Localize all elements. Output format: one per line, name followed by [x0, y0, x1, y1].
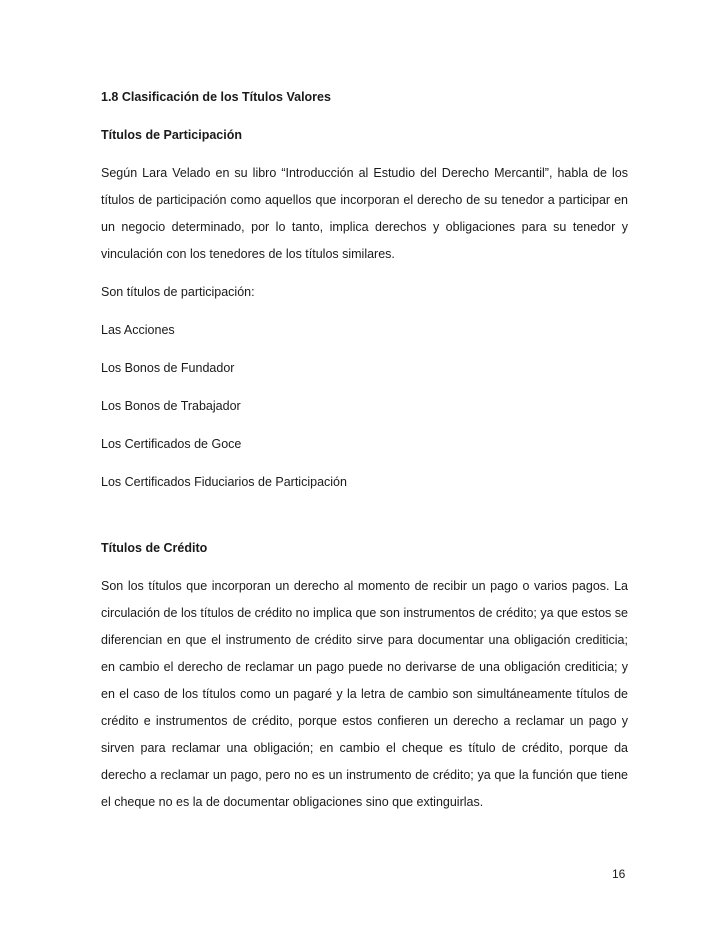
list-item: Los Certificados de Goce	[101, 437, 242, 451]
list-item: Los Certificados Fiduciarios de Participación	[101, 475, 347, 489]
list-item: Las Acciones	[101, 323, 175, 337]
participacion-paragraph: Según Lara Velado en su libro “Introducción al Estudio del Derecho Mercantil”, habla de los títulos de participación como aquellos que incorporan el derecho de su tenedor a participar en un negocio determinado, por lo tanto, implica derechos y obligaciones para su tenedor y vinculación con los tenedores de los títulos similares.	[101, 166, 628, 261]
participacion-heading: Títulos de Participación	[101, 128, 242, 142]
list-item: Los Bonos de Fundador	[101, 361, 235, 375]
section-title: 1.8 Clasificación de los Títulos Valores	[101, 90, 331, 104]
credito-heading: Títulos de Crédito	[101, 541, 208, 555]
list-item: Los Bonos de Trabajador	[101, 399, 241, 413]
credito-paragraph: Son los títulos que incorporan un derecho al momento de recibir un pago o varios pagos. La circulación de los títulos de crédito no implica que son instrumentos de crédito; ya que estos se diferencian en que el instrumento de crédito sirve para documentar una obligación crediticia; en cambio el derecho de reclamar un pago puede no derivarse de una obligación crediticia; y en el caso de los títulos como un pagaré y la letra de cambio son simultáneamente títulos de crédito e instrumentos de crédito, porque estos confieren un derecho a reclamar un pago y sirven para reclamar una obligación; en cambio el cheque es título de crédito, porque da derecho a reclamar un pago, pero no es un instrumento de crédito; ya que la función que tiene el cheque no es la de documentar obligaciones sino que extinguirlas.	[101, 579, 628, 809]
participacion-intro: Son títulos de participación:	[101, 285, 255, 299]
page-content	[101, 84, 628, 816]
page-number: 16	[612, 867, 626, 881]
